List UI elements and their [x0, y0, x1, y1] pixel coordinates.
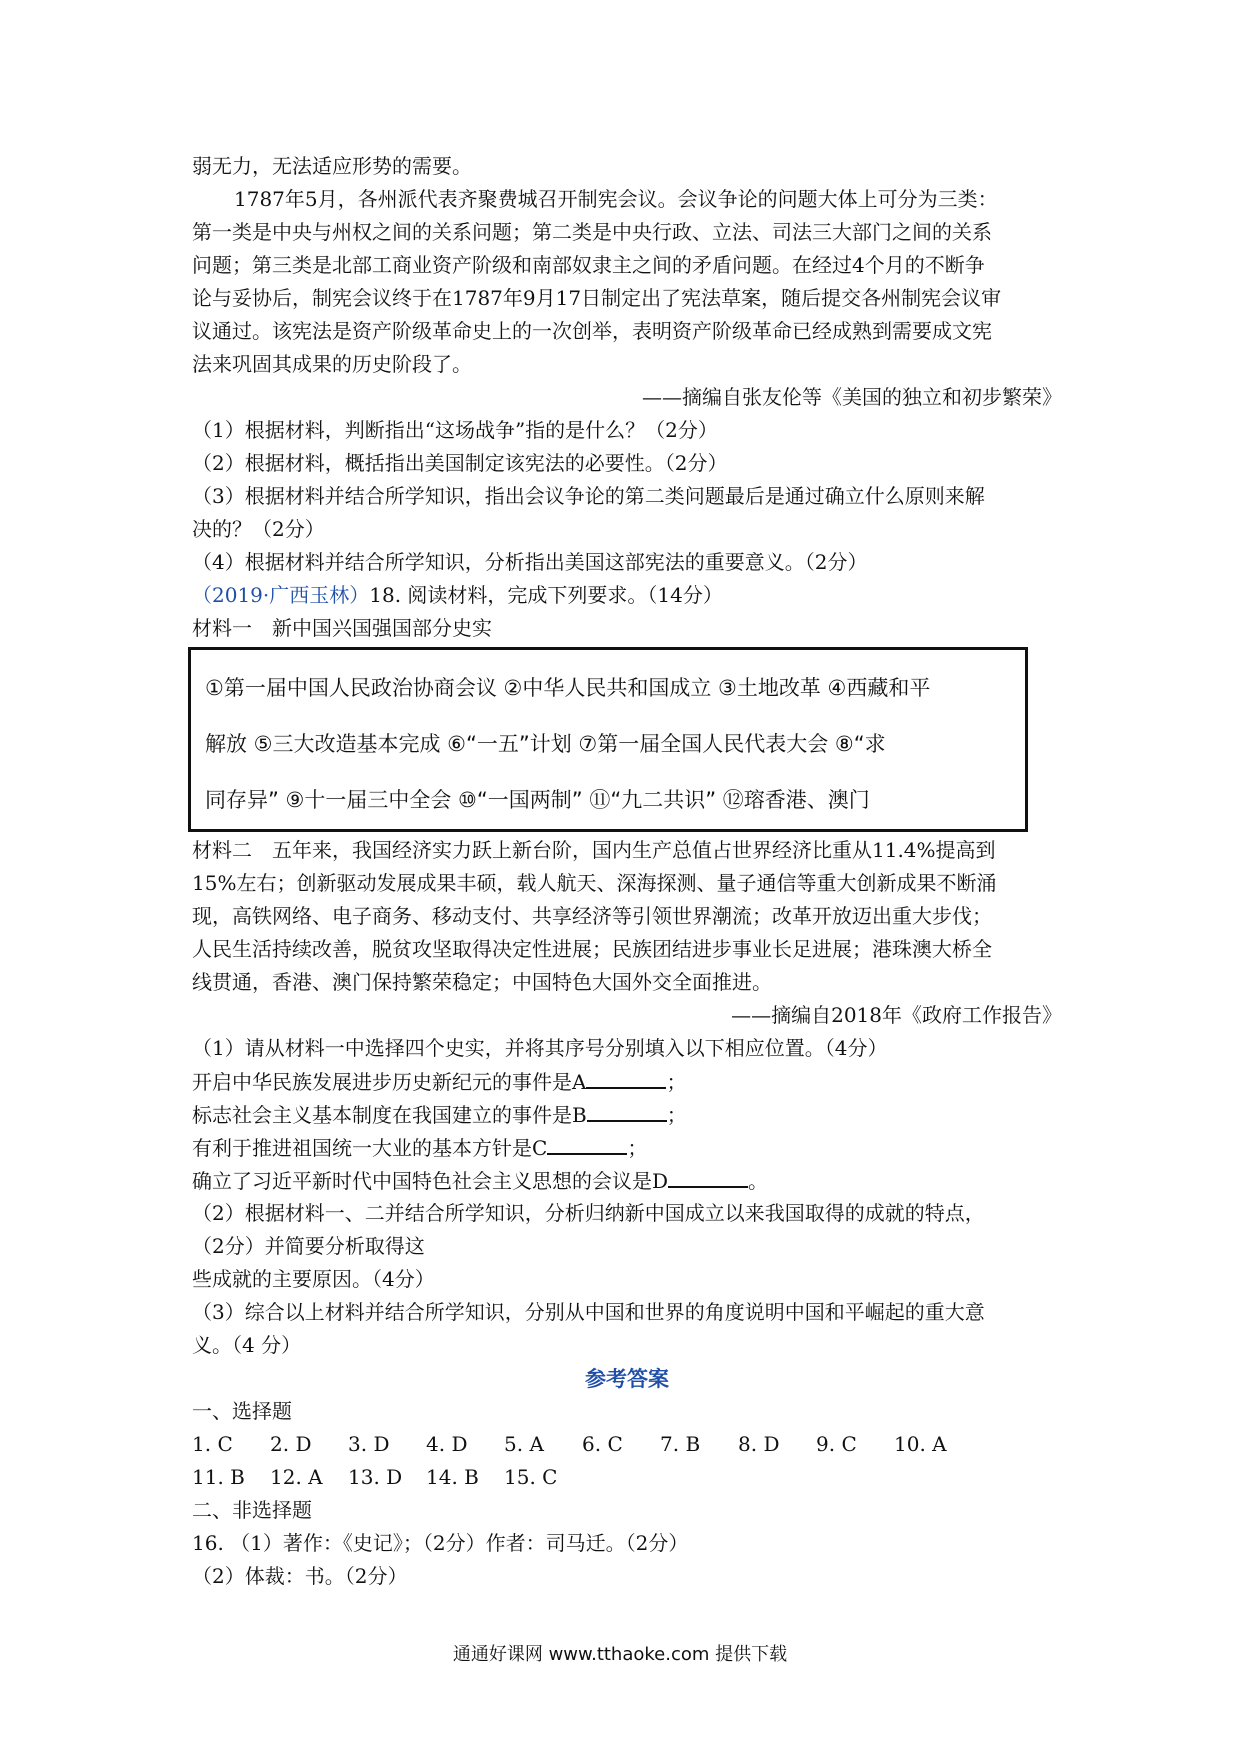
- blank-prompt: 标志社会主义基本制度在我国建立的事件是B: [192, 1103, 587, 1127]
- box-line: ①第一届中国人民政治协商会议 ②中华人民共和国成立 ③土地改革 ④西藏和平: [205, 676, 931, 700]
- punctuation: ；: [627, 1136, 648, 1160]
- question-source: （2019·广西玉林）: [192, 583, 370, 607]
- question-17-3: （3）根据材料并结合所学知识，指出会议争论的第二类问题最后是通过确立什么原则来解: [192, 484, 985, 508]
- answer-blank[interactable]: [547, 1131, 627, 1155]
- section-heading: 一、选择题: [192, 1399, 292, 1423]
- text-line: 法来巩固其成果的历史阶段了。: [192, 352, 472, 376]
- question-17-2: （2）根据材料，概括指出美国制定该宪法的必要性。（2分）: [192, 451, 728, 475]
- material-2-line: 现，高铁网络、电子商务、移动支付、共享经济等引领世界潮流；改革开放迈出重大步伐；: [192, 904, 992, 928]
- blank-prompt: 开启中华民族发展进步历史新纪元的事件是A: [192, 1070, 587, 1094]
- question-18-2-cont: （2分）并简要分析取得这: [192, 1234, 425, 1258]
- section-heading: 二、非选择题: [192, 1498, 312, 1522]
- fill-blank-c: [192, 1131, 1062, 1164]
- answer-row-1: [192, 1428, 1062, 1461]
- answer-item: 12. A: [270, 1465, 323, 1489]
- citation: ——摘编自2018年《政府工作报告》: [731, 1003, 1062, 1027]
- text-line: 第一类是中央与州权之间的关系问题；第二类是中央行政、立法、司法三大部门之间的关系: [192, 220, 992, 244]
- punctuation: ；: [666, 1070, 687, 1094]
- answer-item: 9. C: [816, 1432, 857, 1456]
- answer-item: 2. D: [270, 1432, 312, 1456]
- document-page: [192, 150, 1062, 1593]
- question-18-header: [192, 579, 1062, 612]
- material-1-title: 材料一 新中国兴国强国部分史实: [192, 616, 492, 640]
- material-1-box: [188, 647, 1028, 832]
- answer-item: 3. D: [348, 1432, 390, 1456]
- question-17-1: （1）根据材料，判断指出“这场战争”指的是什么？（2分）: [192, 418, 718, 442]
- answer-blank[interactable]: [586, 1065, 666, 1089]
- answer-blank[interactable]: [668, 1164, 748, 1188]
- question-17-4: （4）根据材料并结合所学知识，分析指出美国这部宪法的重要意义。（2分）: [192, 550, 868, 574]
- answer-blank[interactable]: [587, 1098, 667, 1122]
- question-18-2-cont: 些成就的主要原因。（4分）: [192, 1267, 435, 1291]
- answer-row-2: [192, 1461, 1062, 1494]
- answer-item: 15. C: [504, 1465, 558, 1489]
- box-line: 解放 ⑤三大改造基本完成 ⑥“一五”计划 ⑦第一届全国人民代表大会 ⑧“求: [205, 732, 886, 756]
- page-footer: 通通好课网 www.tthaoke.com 提供下载: [452, 1644, 788, 1665]
- punctuation: ；: [666, 1103, 687, 1127]
- text-line: 弱无力，无法适应形势的需要。: [192, 154, 472, 178]
- answer-item: 13. D: [348, 1465, 403, 1489]
- question-stem: 18. 阅读材料，完成下列要求。（14分）: [369, 583, 723, 607]
- question-17-3-cont: 决的？（2分）: [192, 517, 325, 541]
- answer-item: 5. A: [504, 1432, 544, 1456]
- question-18-3-cont: 义。（4 分）: [192, 1333, 302, 1357]
- question-18-2: （2）根据材料一、二并结合所学知识，分析归纳新中国成立以来我国取得的成就的特点，: [192, 1201, 985, 1225]
- answer-item: 7. B: [660, 1432, 701, 1456]
- answer-key-title: 参考答案: [585, 1366, 669, 1391]
- blank-prompt: 有利于推进祖国统一大业的基本方针是C: [192, 1136, 548, 1160]
- answer-item: 8. D: [738, 1432, 780, 1456]
- blank-prompt: 确立了习近平新时代中国特色社会主义思想的会议是D: [192, 1169, 669, 1193]
- fill-blank-b: [192, 1098, 1062, 1131]
- text-line: 1787年5月，各州派代表齐聚费城召开制宪会议。会议争论的问题大体上可分为三类：: [234, 187, 998, 211]
- fill-blank-d: [192, 1164, 1062, 1197]
- question-18-1: （1）请从材料一中选择四个史实，并将其序号分别填入以下相应位置。（4分）: [192, 1036, 888, 1060]
- answer-16-2: （2）体裁：书。（2分）: [192, 1564, 408, 1588]
- question-18-3: （3）综合以上材料并结合所学知识，分别从中国和世界的角度说明中国和平崛起的重大意: [192, 1300, 985, 1324]
- text-line: 论与妥协后，制宪会议终于在1787年9月17日制定出了宪法草案，随后提交各州制宪会议审: [192, 286, 1002, 310]
- text-line: 问题；第三类是北部工商业资产阶级和南部奴隶主之间的矛盾问题。在经过4个月的不断争: [192, 253, 985, 277]
- answer-item: 11. B: [192, 1465, 245, 1489]
- answer-item: 10. A: [894, 1432, 947, 1456]
- citation: ——摘编自张友伦等《美国的独立和初步繁荣》: [642, 385, 1062, 409]
- material-2-line: 材料二 五年来，我国经济实力跃上新台阶，国内生产总值占世界经济比重从11.4%提高到: [192, 838, 996, 862]
- fill-blank-a: [192, 1065, 1062, 1098]
- answer-item: 4. D: [426, 1432, 468, 1456]
- text-line: 议通过。该宪法是资产阶级革命史上的一次创举，表明资产阶级革命已经成熟到需要成文宪: [192, 319, 992, 343]
- box-line: 同存异” ⑨十一届三中全会 ⑩“一国两制” ⑪“九二共识” ⑫瑢香港、澳门: [205, 788, 870, 812]
- punctuation: 。: [748, 1169, 769, 1193]
- answer-item: 6. C: [582, 1432, 623, 1456]
- material-2-line: 15%左右；创新驱动发展成果丰硕，载人航天、深海探测、量子通信等重大创新成果不断涌: [192, 871, 997, 895]
- material-2-line: 人民生活持续改善，脱贫攻坚取得决定性进展；民族团结进步事业长足进展；港珠澳大桥全: [192, 937, 992, 961]
- answer-item: 1. C: [192, 1432, 233, 1456]
- answer-item: 14. B: [426, 1465, 479, 1489]
- material-2-line: 线贯通，香港、澳门保持繁荣稳定；中国特色大国外交全面推进。: [192, 970, 772, 994]
- answer-16-1: 16. （1）著作：《史记》；（2分）作者：司马迁。（2分）: [192, 1531, 689, 1555]
